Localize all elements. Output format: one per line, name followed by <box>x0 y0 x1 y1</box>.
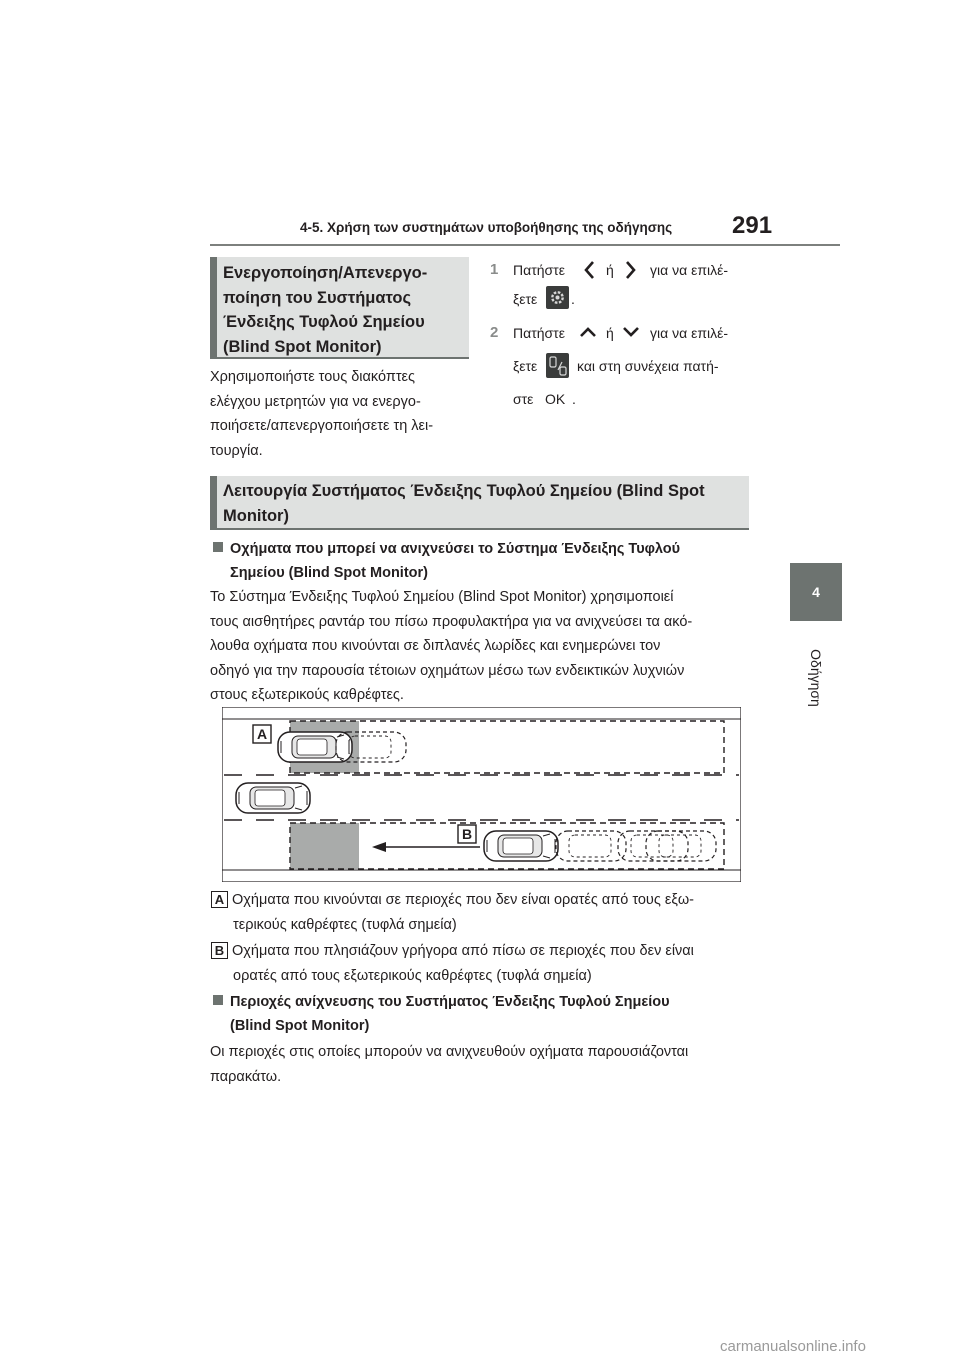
svg-text:B: B <box>461 826 473 842</box>
vehicle-a <box>278 732 352 762</box>
step-number: 2 <box>490 324 499 341</box>
vehicle-b <box>484 831 558 861</box>
body-line: τουργία. <box>210 442 263 459</box>
legend-text: Οχήματα που κινούνται σε περιοχές που δεν είναι ορατές από τους εξω- <box>232 892 694 908</box>
watermark: carmanualsonline.info <box>720 1338 866 1355</box>
step-text: για να επιλέ- <box>650 262 728 278</box>
chevron-right-icon <box>624 260 636 280</box>
chevron-up-icon <box>579 326 597 338</box>
legend-item-b <box>211 939 756 988</box>
legend-text: τερικούς καθρέφτες (τυφλά σημεία) <box>233 916 457 933</box>
detection-areas-paragraph <box>210 1040 755 1089</box>
subheading-line: Σημείου (Blind Spot Monitor) <box>230 565 428 581</box>
step-text: Πατήστε <box>513 325 565 341</box>
svg-text:A: A <box>256 726 268 742</box>
square-bullet-icon <box>213 995 223 1005</box>
legend-key-a: A <box>211 891 228 908</box>
step-text: και στη συνέχεια πατή- <box>577 358 719 374</box>
or-text: ή <box>606 262 614 278</box>
step-text: . <box>572 391 576 407</box>
subheading-line: Οχήματα που μπορεί να ανιχνεύσει το Σύστημα Ένδειξης Τυφλού <box>230 541 681 557</box>
body-line: Το Σύστημα Ένδειξης Τυφλού Σημείου (Blind Spot Monitor) χρησιμοποιεί <box>210 589 674 605</box>
section2-title-box <box>210 476 749 530</box>
chapter-tab-label: Οδήγηση <box>808 649 824 707</box>
header-rule <box>210 244 840 246</box>
step-text: ξετε <box>513 291 538 307</box>
legend-text: Οχήματα που πλησιάζουν γρήγορα από πίσω σε περιοχές που δεν είναι <box>232 943 694 959</box>
body-line: ελέγχου μετρητών για να ενεργο- <box>210 393 421 410</box>
body-line: Οι περιοχές στις οποίες μπορούν να ανιχνευθούν οχήματα παρουσιάζονται <box>210 1044 689 1060</box>
blind-spot-diagram <box>222 707 741 882</box>
body-line: λουθα οχήματα που κινούνται σε διπλανές λωρίδες και ενημερώνει τον <box>210 638 661 654</box>
settings-gear-icon <box>546 286 569 309</box>
legend-text: ορατές από τους εξωτερικούς καθρέφτες (τυφλά σημεία) <box>233 967 592 984</box>
section2-title-line: Λειτουργία Συστήματος Ένδειξης Τυφλού Σημείου (Blind Spot <box>223 482 705 500</box>
blind-spot-monitor-icon <box>546 353 569 378</box>
step-number: 1 <box>490 261 499 278</box>
chevron-down-icon <box>622 326 640 338</box>
square-bullet-icon <box>213 542 223 552</box>
step-text: για να επιλέ- <box>650 325 728 341</box>
own-vehicle <box>236 783 310 813</box>
body-line: τους αισθητήρες ραντάρ του πίσω προφυλακτήρα για να ανιχνεύσει τα ακό- <box>210 613 693 630</box>
step-text: ξετε <box>513 358 538 374</box>
section1-body <box>210 365 470 463</box>
or-text: ή <box>606 325 614 341</box>
section1-title-line: Ενεργοποίηση/Απενεργο- <box>223 264 428 282</box>
body-line: στους εξωτερικούς καθρέφτες. <box>210 687 404 703</box>
subheading-vehicles-detected <box>213 537 753 585</box>
body-line: οδηγό για την παρουσία τέτοιων οχημάτων μέσω των ενδεικτικών λυχνιών <box>210 662 685 679</box>
subheading-line: (Blind Spot Monitor) <box>230 1018 370 1034</box>
page-number: 291 <box>732 212 773 239</box>
chapter-tab: 4 <box>790 563 842 621</box>
blind-spot-zone-lower <box>290 823 359 869</box>
body-line: Χρησιμοποιήστε τους διακόπτες <box>210 369 416 385</box>
subheading-line: Περιοχές ανίχνευσης του Συστήματος Ένδειξης Τυφλού Σημείου <box>230 994 670 1010</box>
diagram-label-a <box>253 725 271 743</box>
legend-key-b: B <box>211 942 228 959</box>
section1-title-line: Ένδειξης Τυφλού Σημείου <box>223 313 425 331</box>
section-header-title: 4-5. Χρήση των συστημάτων υποβοήθησης της οδήγησης <box>300 220 673 235</box>
body-line: παρακάτω. <box>210 1068 282 1085</box>
step-text: Πατήστε <box>513 262 565 278</box>
subheading-detection-areas <box>213 990 753 1038</box>
step-text: στε <box>513 391 534 407</box>
section1-title-line: (Blind Spot Monitor) <box>223 337 382 356</box>
ok-key-label: OK <box>545 391 566 407</box>
chevron-left-icon <box>584 260 596 280</box>
section2-title-line: Monitor) <box>223 506 289 525</box>
section1-title-box <box>210 257 469 359</box>
section2-paragraph <box>210 585 755 708</box>
body-line: ποιήσετε/απενεργοποιήσετε τη λει- <box>210 418 434 434</box>
section1-title-line: ποίηση του Συστήματος <box>223 288 412 307</box>
step-text: . <box>571 291 575 307</box>
diagram-label-b <box>458 825 476 843</box>
legend-item-a <box>211 888 756 937</box>
